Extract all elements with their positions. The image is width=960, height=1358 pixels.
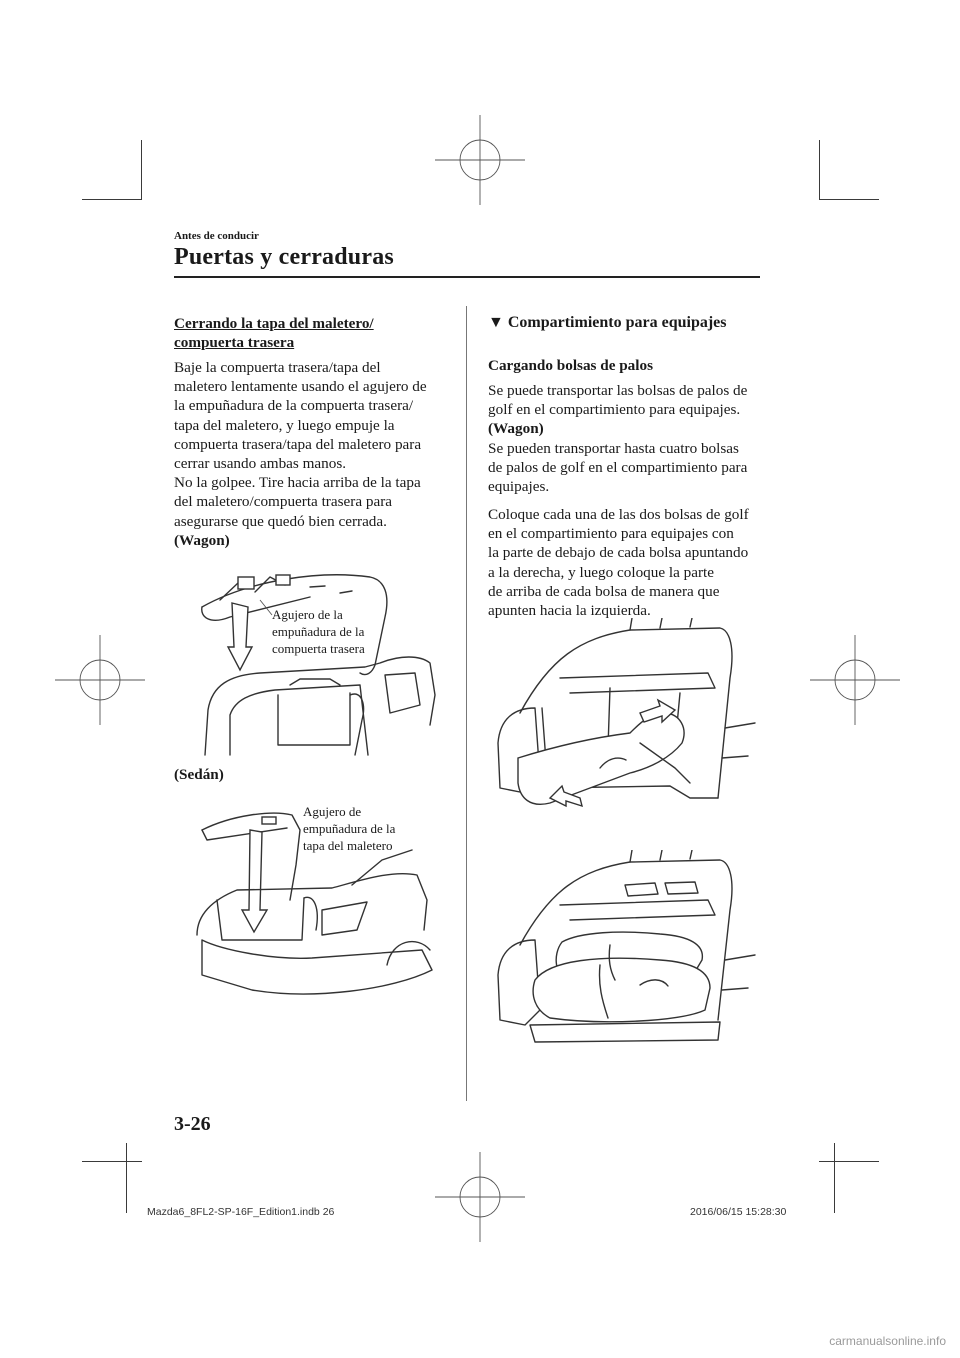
- left-paragraph: Baje la compuerta trasera/tapa del maletero lentamente usando el agujero de la empuñadura de la compuerta trasera/ tapa del maletero, y luego empuje la compuerta trasera/tapa del maletero para cerrar usando ambas manos. No la golpee. Tire hacia arriba de la tapa del maletero/compuerta trasera para asegurarse que quedó bien cerrada. (Wagon): [174, 359, 427, 549]
- wagon-tailgate-illustration: [190, 555, 450, 760]
- section-title: Puertas y cerraduras: [174, 244, 394, 270]
- left-heading: Cerrando la tapa del maletero/ compuerta trasera: [174, 315, 374, 352]
- footer-filename: Mazda6_8FL2-SP-16F_Edition1.indb 26: [147, 1206, 335, 1218]
- section-kicker: Antes de conducir: [174, 230, 259, 242]
- header-rule: [174, 276, 760, 278]
- watermark: carmanualsonline.info: [829, 1334, 946, 1348]
- right-paragraph-2: Coloque cada una de las dos bolsas de golf en el compartimiento para equipajes con la parte de debajo de cada bolsa apuntando a la derecha, y luego coloque la parte de arriba de cada bolsa de manera que apunten hacia la izquierda.: [488, 506, 749, 620]
- heading-marker: ▼: [488, 314, 504, 331]
- golf-bags-loading-illustration: [490, 618, 760, 843]
- right-subheading: Cargando bolsas de palos: [488, 357, 653, 374]
- right-wagon-label: (Wagon): [488, 420, 544, 438]
- sedan-handle-callout: Agujero de empuñadura de la tapa del maletero: [303, 804, 396, 853]
- column-divider: [466, 306, 467, 1101]
- wagon-label: (Wagon): [174, 531, 230, 549]
- right-heading: ▼ Compartimiento para equipajes: [488, 314, 727, 331]
- footer-timestamp: 2016/06/15 15:28:30: [690, 1206, 787, 1218]
- right-paragraph-1: Se puede transportar las bolsas de palos de golf en el compartimiento para equipajes. (Wagon) Se pueden transportar hasta cuatro bolsas de palos de golf en el compartimiento para equipajes.: [488, 382, 748, 496]
- wagon-handle-callout: Agujero de la empuñadura de la compuerta trasera: [272, 607, 365, 656]
- page-number: 3-26: [174, 1113, 211, 1135]
- golf-bags-loaded-illustration: [490, 850, 760, 1050]
- sedan-label: (Sedán): [174, 766, 224, 783]
